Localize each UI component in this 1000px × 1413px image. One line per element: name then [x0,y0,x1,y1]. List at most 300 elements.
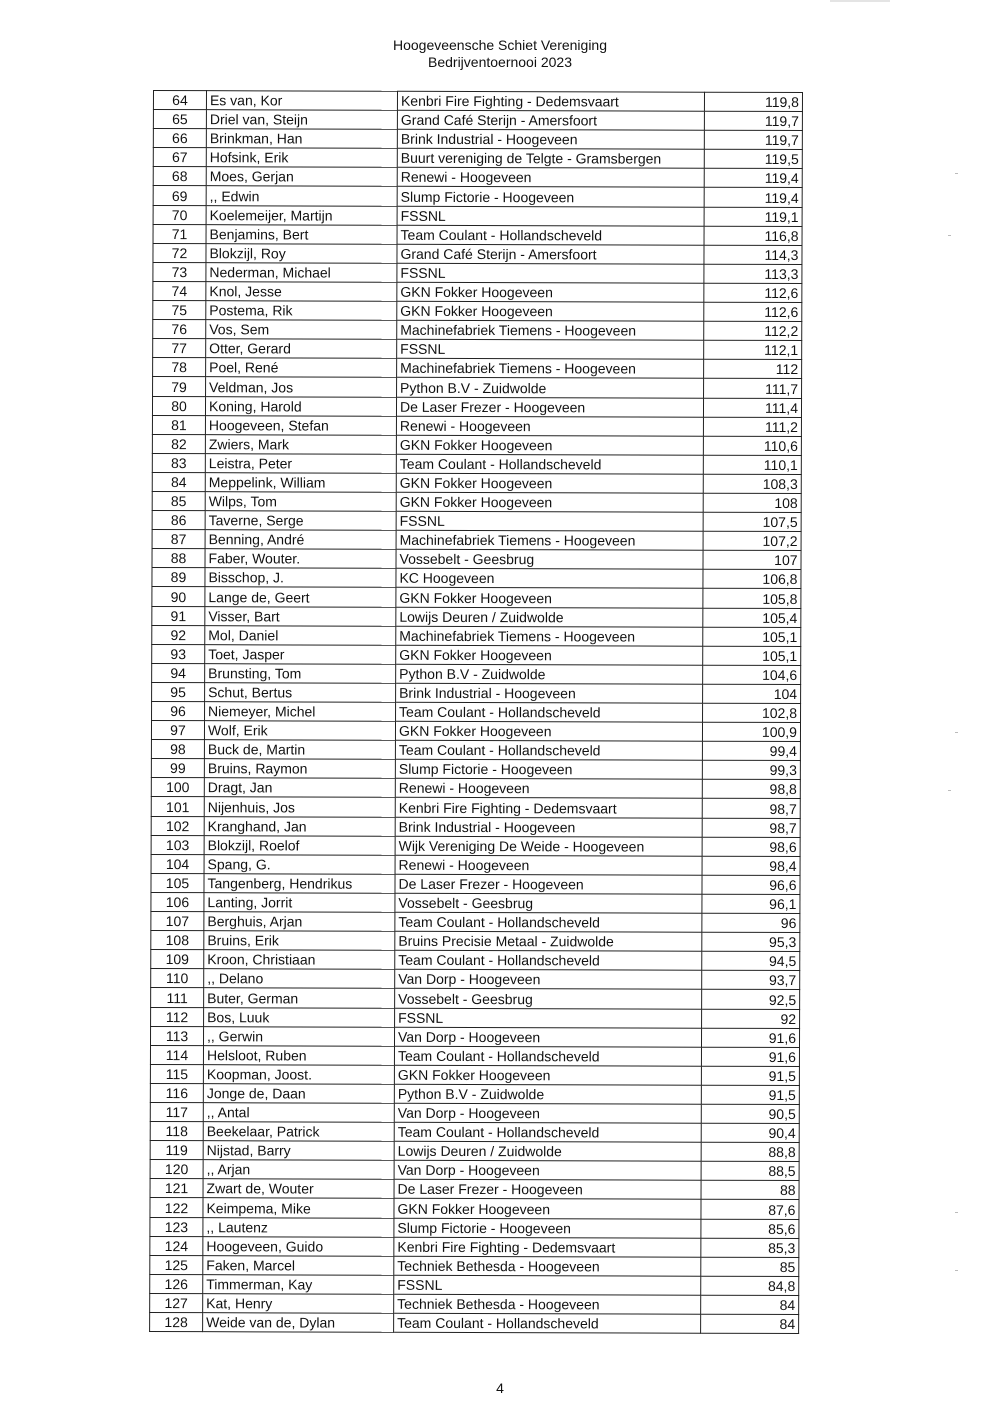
score-cell: 107,2 [703,531,801,550]
name-cell: Koelemeijer, Martijn [206,205,397,225]
table-row [150,1160,799,1181]
rank-cell: 86 [152,511,205,530]
score-cell: 104,6 [703,665,801,684]
table-row [152,625,801,646]
rank-cell: 124 [150,1236,203,1255]
score-cell: 98,7 [702,799,800,818]
results-body [150,91,803,1334]
rank-cell: 74 [153,281,206,300]
table-row [152,701,801,722]
rank-cell: 85 [152,491,205,510]
score-cell: 99,3 [702,761,800,780]
table-row [150,1102,799,1123]
scan-speck [955,732,958,733]
rank-cell: 76 [153,320,206,339]
rank-cell: 96 [152,701,205,720]
name-cell: Kroon, Christiaan [204,950,395,970]
rank-cell: 67 [153,148,206,167]
name-cell: Koning, Harold [205,396,396,416]
name-cell: Mol, Daniel [205,625,396,645]
rank-cell: 72 [153,243,206,262]
team-cell: GKN Fokker Hoogeveen [396,492,703,512]
table-row [153,377,802,398]
table-row [152,434,801,455]
score-cell: 98,4 [702,856,800,875]
team-cell: Slump Fictorie - Hoogeveen [395,760,702,780]
name-cell: Blokzijl, Roelof [204,835,395,855]
score-cell: 112 [704,360,802,379]
rank-cell: 112 [151,1007,204,1026]
name-cell: Kranghand, Jan [204,816,395,836]
table-row [151,816,800,837]
rank-cell: 79 [153,377,206,396]
rank-cell: 116 [150,1083,203,1102]
name-cell: Koopman, Joost. [203,1064,394,1084]
rank-cell: 120 [150,1160,203,1179]
table-row [151,721,800,742]
name-cell: Dragt, Jan [204,778,395,798]
scan-speck [955,1270,958,1271]
rank-cell: 110 [151,969,204,988]
name-cell: Poel, René [206,358,397,378]
score-cell: 108,3 [703,474,801,493]
score-cell: 85 [701,1257,799,1276]
rank-cell: 121 [150,1179,203,1198]
rank-cell: 73 [153,262,206,281]
rank-cell: 108 [151,931,204,950]
team-cell: Brink Industrial - Hoogeveen [397,129,704,149]
table-row [153,167,802,188]
name-cell: Toet, Jasper [205,644,396,664]
name-cell: Spang, G. [204,854,395,874]
name-cell: Buck de, Martin [204,740,395,760]
rank-cell: 83 [152,453,205,472]
team-cell: De Laser Frezer - Hoogeveen [396,397,703,417]
name-cell: Blokzijl, Roy [206,243,397,263]
team-cell: Renewi - Hoogeveen [396,416,703,436]
name-cell: ,, Delano [204,969,395,989]
team-cell: Renewi - Hoogeveen [397,168,704,188]
table-row [150,1179,799,1200]
team-cell: Grand Café Sterijn - Amersfoort [397,110,704,130]
rank-cell: 69 [153,186,206,205]
table-row [152,644,801,665]
name-cell: Nijenhuis, Jos [204,797,395,817]
score-cell: 98,6 [702,837,800,856]
rank-cell: 92 [152,625,205,644]
rank-cell: 64 [153,91,206,110]
score-cell: 113,3 [704,264,802,283]
name-cell: Zwiers, Mark [205,434,396,454]
table-row [153,148,802,169]
name-cell: Brunsting, Tom [205,663,396,683]
rank-cell: 107 [151,912,204,931]
score-cell: 91,6 [701,1047,799,1066]
name-cell: Vos, Sem [206,320,397,340]
name-cell: Taverne, Serge [205,511,396,531]
score-cell: 114,3 [704,245,802,264]
table-row [150,1293,799,1314]
rank-cell: 78 [153,358,206,377]
table-row [150,1198,799,1219]
rank-cell: 113 [150,1026,203,1045]
name-cell: Brinkman, Han [206,129,397,149]
score-cell: 112,2 [704,321,802,340]
table-row [150,1274,799,1295]
table-row [151,835,800,856]
results-table [149,90,803,1334]
score-cell: 119,5 [704,150,802,169]
score-cell: 96 [702,913,800,932]
table-row [153,301,802,322]
team-cell: Slump Fictorie - Hoogeveen [397,187,704,207]
team-cell: FSSNL [395,1008,702,1028]
score-cell: 88 [701,1181,799,1200]
table-row [153,110,802,131]
score-cell: 95,3 [702,932,800,951]
rank-cell: 126 [150,1274,203,1293]
document-header [0,37,1000,71]
name-cell: Visser, Bart [205,606,396,626]
team-cell: GKN Fokker Hoogeveen [394,1065,701,1085]
table-row [153,262,802,283]
score-cell: 98,7 [702,818,800,837]
name-cell: Hoogeveen, Guido [203,1236,394,1256]
name-cell: ,, Edwin [206,186,397,206]
team-cell: Machinefabriek Tiemens - Hoogeveen [396,530,703,550]
rank-cell: 98 [151,740,204,759]
rank-cell: 115 [150,1064,203,1083]
score-cell: 119,8 [704,92,802,111]
table-row [152,491,801,512]
score-cell: 107,5 [703,512,801,531]
score-cell: 84 [701,1314,799,1333]
table-row [151,988,800,1009]
team-cell: Kenbri Fire Fighting - Dedemsvaart [394,1237,701,1257]
name-cell: Bruins, Erik [204,931,395,951]
score-cell: 119,7 [704,130,802,149]
rank-cell: 77 [153,339,206,358]
name-cell: Faken, Marcel [203,1255,394,1275]
team-cell: Renewi - Hoogeveen [395,779,702,799]
name-cell: Benjamins, Bert [206,224,397,244]
rank-cell: 97 [151,721,204,740]
score-cell: 119,7 [704,111,802,130]
team-cell: Vossebelt - Geesbrug [395,893,702,913]
team-cell: De Laser Frezer - Hoogeveen [394,1180,701,1200]
rank-cell: 103 [151,835,204,854]
name-cell: Buter, German [204,988,395,1008]
name-cell: ,, Gerwin [203,1026,394,1046]
team-cell: Van Dorp - Hoogeveen [394,1161,701,1181]
name-cell: ,, Arjan [203,1160,394,1180]
team-cell: FSSNL [397,206,704,226]
rank-cell: 71 [153,224,206,243]
rank-cell: 111 [151,988,204,1007]
score-cell: 105,1 [703,646,801,665]
team-cell: Team Coulant - Hollandscheveld [397,225,704,245]
score-cell: 92 [702,1009,800,1028]
name-cell: Driel van, Steijn [206,110,397,130]
team-cell: Brink Industrial - Hoogeveen [396,683,703,703]
name-cell: Bisschop, J. [205,568,396,588]
score-cell: 112,6 [704,302,802,321]
table-row [150,1236,799,1257]
team-cell: Grand Café Sterijn - Amersfoort [397,244,704,264]
team-cell: Vossebelt - Geesbrug [395,989,702,1009]
score-cell: 108 [703,493,801,512]
scan-speck [955,1212,958,1213]
table-row [151,950,800,971]
rank-cell: 109 [151,950,204,969]
name-cell: Benning, André [205,530,396,550]
table-row [152,606,801,627]
score-cell: 111,4 [703,398,801,417]
score-cell: 100,9 [702,722,800,741]
team-cell: Team Coulant - Hollandscheveld [395,740,702,760]
score-cell: 91,5 [701,1066,799,1085]
team-cell: Van Dorp - Hoogeveen [394,1103,701,1123]
table-row [152,511,801,532]
team-cell: GKN Fokker Hoogeveen [396,645,703,665]
score-cell: 84 [701,1295,799,1314]
score-cell: 91,6 [701,1028,799,1047]
name-cell: ,, Lautenz [203,1217,394,1237]
score-cell: 90,4 [701,1123,799,1142]
team-cell: Team Coulant - Hollandscheveld [394,1046,701,1066]
rank-cell: 91 [152,606,205,625]
team-cell: GKN Fokker Hoogeveen [396,473,703,493]
page-number: 4 [496,1380,504,1396]
table-row [153,320,802,341]
team-cell: GKN Fokker Hoogeveen [396,588,703,608]
name-cell: Es van, Kor [206,91,397,111]
team-cell: Vossebelt - Geesbrug [396,550,703,570]
team-cell: Machinefabriek Tiemens - Hoogeveen [396,626,703,646]
score-cell: 87,6 [701,1200,799,1219]
rank-cell: 75 [153,301,206,320]
table-row [151,931,800,952]
score-cell: 112,6 [704,283,802,302]
rank-cell: 82 [152,434,205,453]
team-cell: GKN Fokker Hoogeveen [394,1199,701,1219]
rank-cell: 99 [151,759,204,778]
name-cell: Zwart de, Wouter [203,1179,394,1199]
name-cell: Leistra, Peter [205,453,396,473]
team-cell: Van Dorp - Hoogeveen [395,970,702,990]
team-cell: Machinefabriek Tiemens - Hoogeveen [397,320,704,340]
scan-speck [955,173,958,174]
rank-cell: 104 [151,854,204,873]
score-cell: 119,4 [704,169,802,188]
score-cell: 110,6 [703,436,801,455]
team-cell: Techniek Bethesda - Hoogeveen [394,1294,701,1314]
team-cell: Renewi - Hoogeveen [395,855,702,875]
rank-cell: 87 [152,530,205,549]
table-row [150,1026,799,1047]
team-cell: Bruins Precisie Metaal - Zuidwolde [395,931,702,951]
rank-cell: 95 [152,682,205,701]
table-row [151,892,800,913]
name-cell: ,, Antal [203,1103,394,1123]
score-cell: 85,6 [701,1219,799,1238]
name-cell: Beekelaar, Patrick [203,1122,394,1142]
table-row [151,778,800,799]
score-cell: 119,4 [704,188,802,207]
rank-cell: 106 [151,892,204,911]
team-cell: Techniek Bethesda - Hoogeveen [394,1256,701,1276]
rank-cell: 65 [153,110,206,129]
rank-cell: 81 [152,415,205,434]
table-row [152,568,801,589]
tournament-subtitle: Bedrijventoernooi 2023 [428,54,572,70]
table-row [151,759,800,780]
name-cell: Meppelink, William [205,473,396,493]
team-cell: FSSNL [397,263,704,283]
table-row [151,969,800,990]
rank-cell: 70 [153,205,206,224]
score-cell: 96,6 [702,875,800,894]
scan-mark [830,0,890,2]
score-cell: 91,5 [701,1085,799,1104]
name-cell: Nederman, Michael [206,263,397,283]
score-cell: 93,7 [702,971,800,990]
score-cell: 105,8 [703,589,801,608]
score-cell: 111,2 [703,417,801,436]
rank-cell: 119 [150,1141,203,1160]
name-cell: Otter, Gerard [206,339,397,359]
team-cell: FSSNL [394,1275,701,1295]
rank-cell: 125 [150,1255,203,1274]
rank-cell: 89 [152,568,205,587]
name-cell: Weide van de, Dylan [203,1313,394,1333]
team-cell: Team Coulant - Hollandscheveld [396,454,703,474]
name-cell: Wolf, Erik [204,721,395,741]
name-cell: Hofsink, Erik [206,148,397,168]
score-cell: 88,5 [701,1161,799,1180]
name-cell: Lanting, Jorrit [204,893,395,913]
rank-cell: 117 [150,1102,203,1121]
table-row [153,339,802,360]
rank-cell: 90 [152,587,205,606]
score-cell: 111,7 [704,379,802,398]
rank-cell: 128 [150,1312,203,1331]
team-cell: FSSNL [397,339,704,359]
team-cell: GKN Fokker Hoogeveen [397,301,704,321]
club-title: Hoogeveensche Schiet Vereniging [392,37,608,53]
score-cell: 85,3 [701,1238,799,1257]
table-row [151,854,800,875]
team-cell: Kenbri Fire Fighting - Dedemsvaart [395,798,702,818]
team-cell: Wijk Vereniging De Weide - Hoogeveen [395,836,702,856]
team-cell: Brink Industrial - Hoogeveen [395,817,702,837]
table-row [150,1122,799,1143]
team-cell: Van Dorp - Hoogeveen [394,1027,701,1047]
score-cell: 102,8 [703,703,801,722]
name-cell: Postema, Rik [206,301,397,321]
table-row [152,396,801,417]
name-cell: Helsloot, Ruben [203,1045,394,1065]
team-cell: De Laser Frezer - Hoogeveen [395,874,702,894]
table-row [152,472,801,493]
rank-cell: 127 [150,1293,203,1312]
score-cell: 96,1 [702,894,800,913]
name-cell: Moes, Gerjan [206,167,397,187]
score-cell: 104 [703,684,801,703]
name-cell: Tangenberg, Hendrikus [204,874,395,894]
name-cell: Keimpema, Mike [203,1198,394,1218]
team-cell: KC Hoogeveen [396,569,703,589]
team-cell: Team Coulant - Hollandscheveld [395,950,702,970]
name-cell: Bruins, Raymon [204,759,395,779]
table-row [150,1312,799,1333]
score-cell: 112,1 [704,340,802,359]
score-cell: 84,8 [701,1276,799,1295]
table-row [152,415,801,436]
scan-speck [948,235,951,236]
table-row [151,873,800,894]
rank-cell: 100 [151,778,204,797]
team-cell: Team Coulant - Hollandscheveld [394,1122,701,1142]
name-cell: Hoogeveen, Stefan [205,415,396,435]
score-cell: 90,5 [701,1104,799,1123]
team-cell: Team Coulant - Hollandscheveld [394,1313,701,1333]
table-row [151,912,800,933]
name-cell: Wilps, Tom [205,492,396,512]
team-cell: Python B.V - Zuidwolde [396,664,703,684]
name-cell: Kat, Henry [203,1294,394,1314]
name-cell: Knol, Jesse [206,282,397,302]
table-row [150,1217,799,1238]
name-cell: Veldman, Jos [206,377,397,397]
table-row [150,1045,799,1066]
table-row [150,1255,799,1276]
score-cell: 99,4 [702,741,800,760]
team-cell: Team Coulant - Hollandscheveld [396,702,703,722]
score-cell: 88,8 [701,1142,799,1161]
table-row [153,186,802,207]
team-cell: GKN Fokker Hoogeveen [396,435,703,455]
name-cell: Nijstad, Barry [203,1141,394,1161]
score-cell: 116,8 [704,226,802,245]
team-cell: Lowijs Deuren / Zuidwolde [394,1141,701,1161]
team-cell: Slump Fictorie - Hoogeveen [394,1218,701,1238]
rank-cell: 118 [150,1122,203,1141]
table-row [152,530,801,551]
team-cell: Buurt vereniging de Telgte - Gramsbergen [397,149,704,169]
table-row [153,281,802,302]
rank-cell: 101 [151,797,204,816]
table-row [153,129,802,150]
table-row [152,663,801,684]
rank-cell: 94 [152,663,205,682]
team-cell: Python B.V - Zuidwolde [397,378,704,398]
table-row [150,1083,799,1104]
name-cell: Bos, Luuk [204,1007,395,1027]
rank-cell: 123 [150,1217,203,1236]
score-cell: 119,1 [704,207,802,226]
team-cell: GKN Fokker Hoogeveen [395,721,702,741]
name-cell: Berghuis, Arjan [204,912,395,932]
table-row [153,224,802,245]
table-row [152,549,801,570]
rank-cell: 102 [151,816,204,835]
rank-cell: 84 [152,472,205,491]
rank-cell: 105 [151,873,204,892]
table-row [153,205,802,226]
rank-cell: 93 [152,644,205,663]
score-cell: 110,1 [703,455,801,474]
